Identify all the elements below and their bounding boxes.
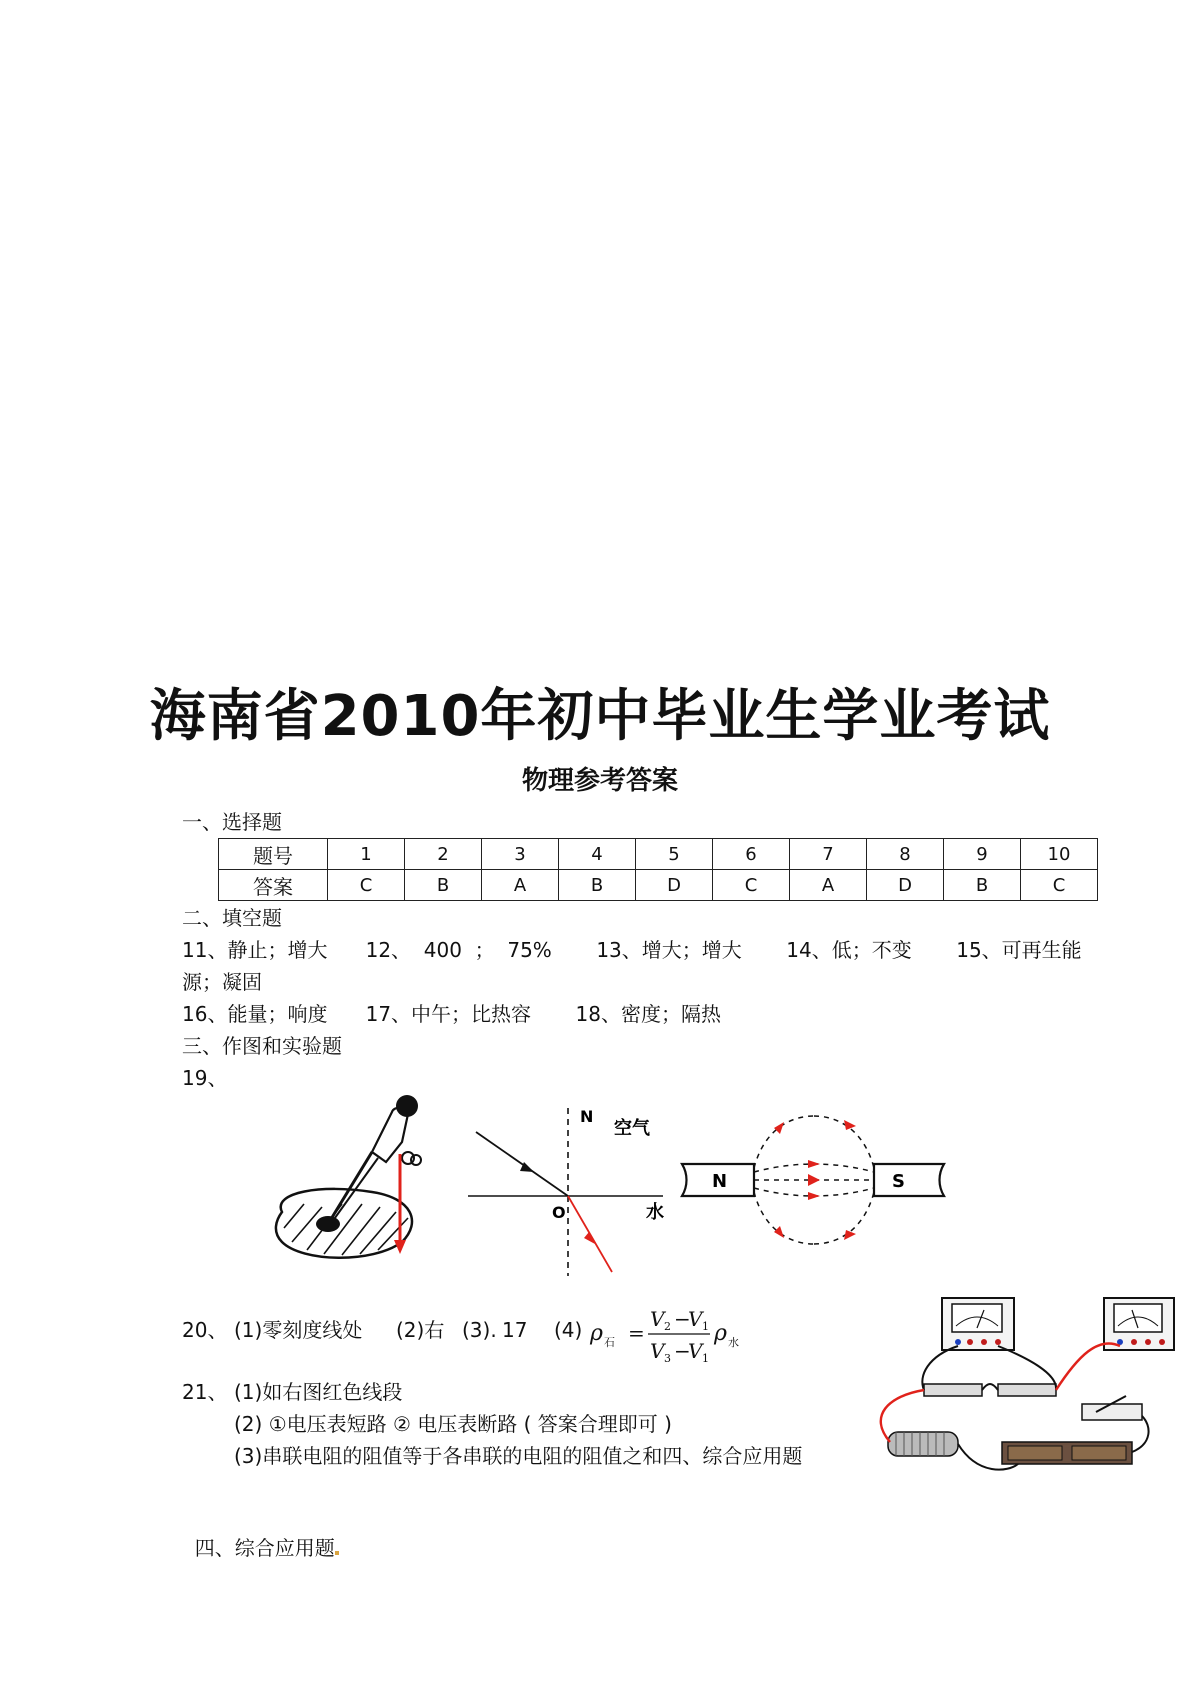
density-formula (588, 1300, 748, 1370)
question-number: 21、 (182, 1380, 228, 1404)
formula-rho-water-sub: 水 (728, 1336, 739, 1349)
table-cell: 4 (559, 839, 636, 870)
table-cell: 3 (482, 839, 559, 870)
q21-line1: (1)如右图红色线段 (234, 1380, 403, 1404)
table-cell: C (713, 870, 790, 901)
table-cell: A (790, 870, 867, 901)
q20-part2: (2)右 (396, 1318, 445, 1342)
table-cell: 2 (405, 839, 482, 870)
formula-den-a: V (650, 1339, 665, 1363)
table-cell: C (1021, 870, 1098, 901)
normal-label: N (580, 1108, 594, 1126)
table-cell: C (328, 870, 405, 901)
table-cell: D (636, 870, 713, 901)
document-subtitle: 物理参考答案 (521, 766, 678, 796)
formula-den-b: V (688, 1339, 703, 1363)
formula-rho-stone: ρ (590, 1321, 603, 1346)
table-header-cell: 答案 (219, 870, 328, 901)
magnet-south-label: S (892, 1171, 905, 1192)
table-cell: B (944, 870, 1021, 901)
lever-force-diagram (262, 1092, 432, 1272)
table-cell: D (867, 870, 944, 901)
svg-text:=: = (628, 1321, 645, 1345)
formula-num-a-sub: 2 (664, 1320, 671, 1333)
table-header-cell: 题号 (219, 839, 328, 870)
air-label: 空气 (614, 1118, 650, 1139)
fill-answer-line: 11、静止；增大 12、 400 ； 75% 13、增大；增大 14、低；不变 15、可再生能 (182, 938, 1082, 962)
formula-num-b-sub: 1 (702, 1320, 709, 1333)
refraction-diagram (468, 1108, 678, 1276)
formula-rho-water: ρ (714, 1321, 727, 1346)
table-cell: B (559, 870, 636, 901)
q20-part3-value: 17 (502, 1318, 528, 1342)
svg-text:−: − (674, 1339, 691, 1363)
table-cell: 9 (944, 839, 1021, 870)
document-title: 海南省2010年初中毕业生学业考试 (149, 684, 1051, 749)
question-number: 20、 (182, 1318, 228, 1342)
q20-part3: (3). (462, 1318, 497, 1342)
table-cell: 6 (713, 839, 790, 870)
table-row (219, 870, 1098, 901)
water-label: 水 (646, 1202, 664, 1223)
section-heading-application: 四、综合应用题 (182, 1506, 339, 1562)
table-cell: 1 (328, 839, 405, 870)
answer-table (218, 838, 1098, 901)
q21-line3: (3)串联电阻的阻值等于各串联的电阻的阻值之和四、综合应用题 (234, 1444, 803, 1468)
table-cell: B (405, 870, 482, 901)
table-cell: 8 (867, 839, 944, 870)
fill-answer-line: 16、能量；响度 17、中午；比热容 18、密度；隔热 (182, 1002, 721, 1026)
table-row (219, 839, 1098, 870)
magnetic-field-diagram (680, 1110, 950, 1260)
section-heading-experiment: 三、作图和实验题 (182, 1034, 342, 1058)
fill-answer-line: 源；凝固 (182, 970, 262, 994)
q20-part4: (4) (554, 1318, 583, 1342)
section-heading-choice: 一、选择题 (182, 810, 282, 834)
section-heading-fill: 二、填空题 (182, 906, 282, 930)
q21-line2: (2) ①电压表短路 ② 电压表断路 ( 答案合理即可 ) (234, 1412, 672, 1436)
question-number: 19、 (182, 1066, 228, 1090)
table-cell: 5 (636, 839, 713, 870)
formula-den-a-sub: 3 (664, 1352, 671, 1365)
formula-rho-stone-sub: 石 (604, 1336, 615, 1349)
table-cell: A (482, 870, 559, 901)
formula-den-b-sub: 1 (702, 1352, 709, 1365)
formula-num-a: V (650, 1307, 665, 1331)
table-cell: 7 (790, 839, 867, 870)
svg-text:−: − (674, 1307, 691, 1331)
formula-num-b: V (688, 1307, 703, 1331)
origin-label: O (552, 1203, 566, 1222)
table-cell: 10 (1021, 839, 1098, 870)
q20-part1: (1)零刻度线处 (234, 1318, 363, 1342)
circuit-diagram (868, 1296, 1178, 1496)
magnet-north-label: N (712, 1171, 728, 1192)
